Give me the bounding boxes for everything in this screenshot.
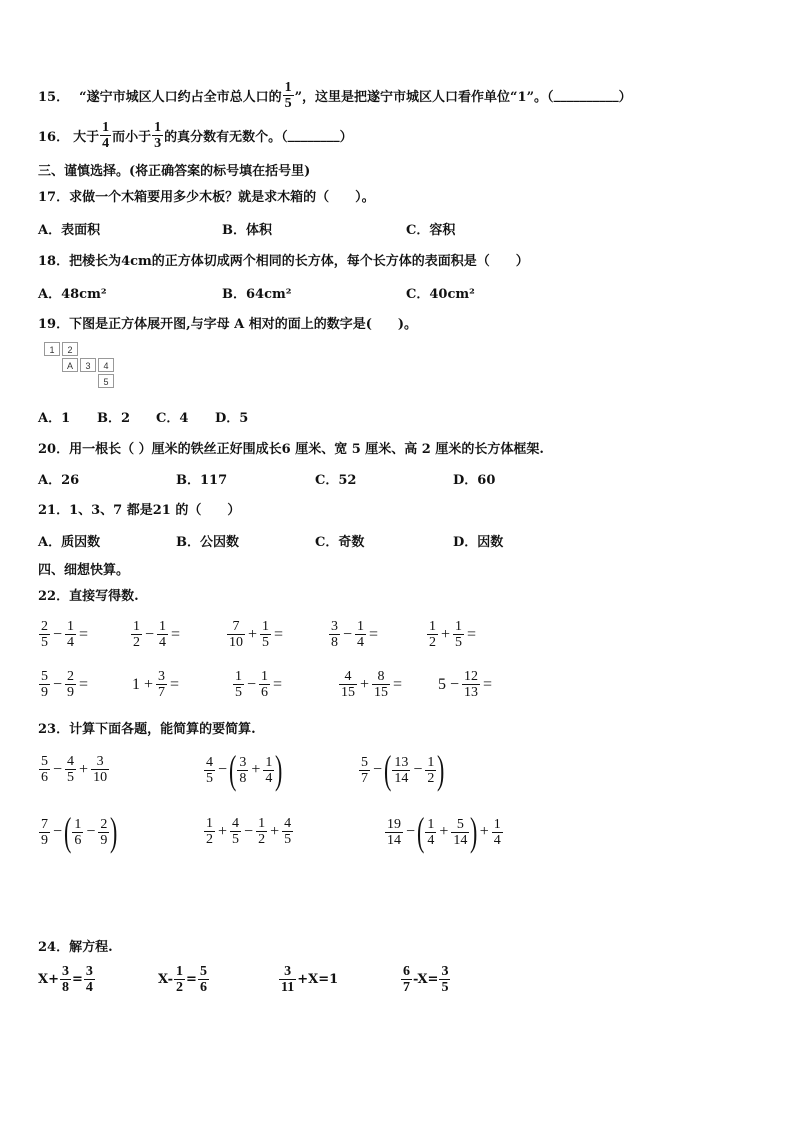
fraction: $\frac{1}{3}$ — [154, 120, 162, 151]
question-22-stem: 22．直接写得数. — [38, 589, 139, 604]
net-face: 2 — [62, 342, 78, 356]
option-a[interactable]: A．1 — [38, 411, 71, 426]
oral-calc-item: $\frac{7}{10}$ + $\frac{1}{5}$ = — [229, 619, 284, 650]
equation: X- $\frac{1}{2}$ = $\frac{5}{6}$ — [158, 964, 207, 995]
option-b[interactable]: B．公因数 — [176, 535, 239, 550]
option-c[interactable]: C．52 — [315, 473, 357, 488]
question-19-stem: 19．下图是正方体展开图,与字母 A 相对的面上的数字是( )。 — [38, 317, 418, 332]
option-a[interactable]: A．48cm² — [38, 287, 107, 302]
question-16: 16． 大于 $\frac{1}{4}$ 而小于 $\frac{1}{3}$ 的真分数有无数个。（ ________ ） — [38, 120, 353, 151]
option-c[interactable]: C．40cm² — [406, 287, 475, 302]
fraction: $\frac{1}{5}$ — [284, 80, 292, 111]
section-4-heading: 四、细想快算。 — [38, 563, 130, 578]
option-a[interactable]: A．26 — [38, 473, 80, 488]
section-3-heading: 三、谨慎选择。(将正确答案的标号填在括号里) — [38, 164, 311, 179]
net-face: 3 — [80, 358, 96, 372]
oral-calc-item: 1 + $\frac{3}{7}$ = — [132, 669, 180, 700]
answer-blank[interactable]: __________ — [553, 88, 619, 103]
option-b[interactable]: B．2 — [97, 411, 131, 426]
calc-expression: $\frac{7}{9}$ − ( $\frac{1}{6}$ − $\frac{2}{9}$ ) — [41, 809, 118, 854]
question-23-stem: 23．计算下面各题，能简算的要简算. — [38, 722, 256, 737]
oral-calc-item: $\frac{5}{9}$ − $\frac{2}{9}$ = — [41, 669, 89, 700]
oral-calc-item: $\frac{1}{2}$ + $\frac{1}{5}$ = — [429, 619, 477, 650]
option-c[interactable]: C．奇数 — [315, 535, 365, 550]
option-a[interactable]: A．质因数 — [38, 535, 101, 550]
calc-expression: $\frac{4}{5}$ − ( $\frac{3}{8}$ + $\frac{1}{4}$ ) — [206, 747, 283, 792]
option-d[interactable]: D．60 — [453, 473, 496, 488]
oral-calc-item: $\frac{1}{5}$ − $\frac{1}{6}$ = — [235, 669, 283, 700]
oral-calc-item: $\frac{1}{2}$ − $\frac{1}{4}$ = — [133, 619, 181, 650]
option-b[interactable]: B．117 — [176, 473, 228, 488]
net-face: 4 — [98, 358, 114, 372]
equation: $\frac{6}{7}$ -X= $\frac{3}{5}$ — [403, 964, 449, 995]
equation: X+ $\frac{3}{8}$ = $\frac{3}{4}$ — [38, 964, 93, 995]
calc-expression: $\frac{5}{7}$ − ( $\frac{13}{14}$ − $\frac{1}{2}$ ) — [361, 747, 445, 792]
equation: $\frac{3}{11}$ +X=1 — [281, 964, 339, 995]
oral-calc-item: $\frac{3}{8}$ − $\frac{1}{4}$ = — [331, 619, 379, 650]
question-17-stem: 17．求做一个木箱要用多少木板？就是求木箱的（ ）。 — [38, 190, 375, 205]
oral-calc-item: 5 − $\frac{12}{13}$ = — [438, 669, 493, 700]
answer-blank[interactable]: ________ — [287, 128, 340, 143]
oral-calc-item: $\frac{2}{5}$ − $\frac{1}{4}$ = — [41, 619, 89, 650]
question-15: 15． “遂宁市城区人口约占全市总人口的 $\frac{1}{5}$ ”，这里是把遂宁市城区人口看作单位“1”。（ __________ ） — [38, 80, 632, 111]
option-d[interactable]: D．因数 — [453, 535, 504, 550]
calc-expression: $\frac{5}{6}$ − $\frac{4}{5}$ + $\frac{3}{10}$ — [41, 754, 108, 785]
option-b[interactable]: B．64cm² — [222, 287, 292, 302]
option-c[interactable]: C．4 — [156, 411, 189, 426]
net-face: A — [62, 358, 78, 372]
option-b[interactable]: B．体积 — [222, 223, 272, 238]
calc-expression: $\frac{1}{2}$ + $\frac{4}{5}$ − $\frac{1}{2}$ + $\frac{4}{5}$ — [206, 816, 292, 847]
option-c[interactable]: C．容积 — [406, 223, 456, 238]
net-face: 1 — [44, 342, 60, 356]
option-a[interactable]: A．表面积 — [38, 223, 101, 238]
calc-expression: $\frac{19}{14}$ − ( $\frac{1}{4}$ + $\frac{5}{14}$ ) + $\frac{1}{4}$ — [387, 809, 501, 854]
fraction: $\frac{1}{4}$ — [102, 120, 110, 151]
net-face: 5 — [98, 374, 114, 388]
question-21-stem: 21．1、3、7 都是21 的（ ） — [38, 503, 241, 518]
question-20-stem: 20．用一根长（ ）厘米的铁丝正好围成长6 厘米、宽 5 厘米、高 2 厘米的长方体框架. — [38, 442, 544, 457]
option-d[interactable]: D．5 — [215, 411, 249, 426]
question-18-stem: 18．把棱长为4cm的正方体切成两个相同的长方体，每个长方体的表面积是（ ） — [38, 254, 529, 269]
oral-calc-item: $\frac{4}{15}$ + $\frac{8}{15}$ = — [341, 669, 403, 700]
question-24-stem: 24．解方程. — [38, 940, 113, 955]
